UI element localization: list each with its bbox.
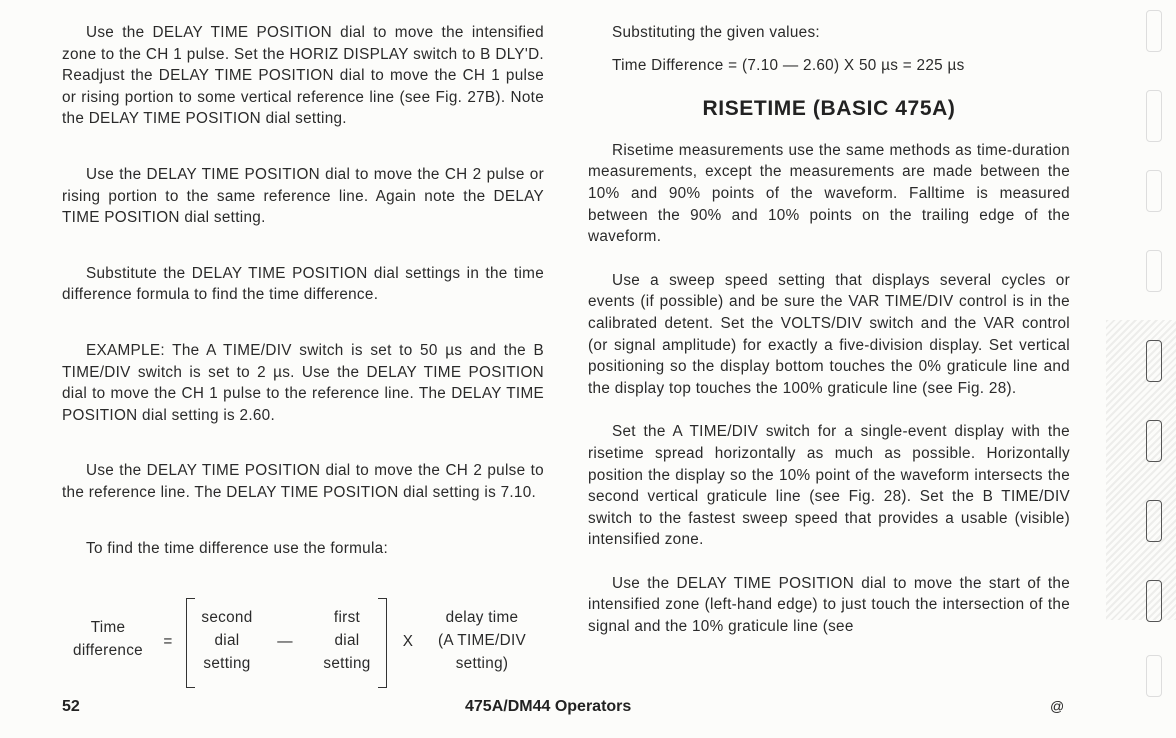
calculation: Time Difference = (7.10 — 2.60) X 50 µs = 225 µs bbox=[612, 56, 965, 74]
delay-time-term bbox=[422, 606, 542, 675]
term-line: setting bbox=[323, 655, 371, 672]
edge-tab bbox=[1146, 580, 1162, 622]
left-column bbox=[62, 22, 544, 559]
second-dial-term bbox=[192, 606, 262, 675]
paragraph: Use the DELAY TIME POSITION dial to move the CH 2 pulse to the reference line. The DELAY TIME POSITION dial setting is 7.10. bbox=[62, 462, 544, 501]
edge-shading bbox=[1106, 320, 1176, 620]
manual-title: 475A/DM44 Operators bbox=[465, 698, 632, 715]
page-edge-tabs bbox=[1096, 0, 1176, 738]
paragraph: Use the DELAY TIME POSITION dial to move the intensified zone to the CH 1 pulse. Set the HORIZ DISPLAY switch to B DLY'D. Readjust the DELAY TIME POSITION dial to move the CH 1 pulse or rising portion to some vertical reference line (see Fig. 27B). Note the DELAY TIME POSITION dial setting. bbox=[62, 24, 544, 128]
right-bracket bbox=[378, 598, 387, 688]
formula-lhs bbox=[62, 616, 154, 662]
paragraph: Use the DELAY TIME POSITION dial to move the start of the intensified zone (left-hand edge) to just touch the intersection of the signal and the 10% graticule line (see bbox=[588, 574, 1070, 636]
paragraph: Risetime measurements use the same methods as time-duration measurements, except the measurements are made between the 10% and 90% points of the waveform. Falltime is measured between the 90% and 10% points on the trailing edge of the waveform. bbox=[588, 141, 1070, 246]
paragraph: EXAMPLE: The A TIME/DIV switch is set to 50 µs and the B TIME/DIV switch is set to 2 µs. Use the DELAY TIME POSITION dial to move the CH 1 pulse to the reference line. The DELAY TIME POSITION dial setting is 2.60. bbox=[62, 341, 544, 424]
edge-tab bbox=[1146, 250, 1162, 292]
paragraph: Use the DELAY TIME POSITION dial to move the CH 2 pulse or rising portion to the same reference line. Again note the DELAY TIME POSITION dial setting. bbox=[62, 165, 544, 227]
term-line: dial bbox=[334, 632, 360, 649]
right-column bbox=[588, 22, 1070, 638]
term-line: setting) bbox=[455, 655, 509, 672]
formula-lhs-line: Time bbox=[90, 619, 126, 636]
formula-lhs-line: difference bbox=[73, 642, 143, 659]
edge-tab bbox=[1146, 90, 1162, 142]
paragraph: Substituting the given values: bbox=[612, 24, 820, 41]
page-number: 52 bbox=[62, 698, 80, 715]
term-line: second bbox=[201, 609, 253, 626]
paragraph: Substitute the DELAY TIME POSITION dial settings in the time difference formula to find the time difference. bbox=[62, 264, 544, 304]
section-heading: RISETIME (BASIC 475A) bbox=[702, 97, 956, 121]
edge-tab bbox=[1146, 655, 1162, 697]
time-difference-formula bbox=[62, 596, 544, 688]
paragraph: Set the A TIME/DIV switch for a single-event display with the risetime spread horizontally as much as possible. Horizontally position the display so the 10% point of the waveform intersects the second vertical graticule line (see Fig. 28). Set the B TIME/DIV switch to the fastest sweep speed that provides a usable (visible) intensified zone. bbox=[588, 423, 1070, 549]
term-line: dial bbox=[214, 632, 240, 649]
edge-tab bbox=[1146, 340, 1162, 382]
term-line: setting bbox=[203, 655, 251, 672]
edge-tab bbox=[1146, 500, 1162, 542]
footer-mark: @ bbox=[1050, 698, 1065, 714]
paragraph: To find the time difference use the formula: bbox=[86, 539, 389, 557]
term-line: (A TIME/DIV bbox=[437, 632, 526, 649]
edge-tab bbox=[1146, 420, 1162, 462]
term-line: first bbox=[333, 609, 361, 626]
equals-sign: = bbox=[163, 633, 173, 650]
paragraph: Use a sweep speed setting that displays several cycles or events (if possible) and be sure the VAR TIME/DIV control is in the calibrated detent. Set the VOLTS/DIV switch and the VAR control (or signal amplitude) for exactly a five-division display. Set vertical positioning so the display bottom touches the 0% graticule line and the display top touches the 100% graticule line (see Fig. 28). bbox=[588, 271, 1070, 397]
edge-tab bbox=[1146, 170, 1162, 212]
term-line: delay time bbox=[445, 609, 519, 626]
minus-sign: — bbox=[277, 633, 293, 650]
times-sign: X bbox=[402, 633, 414, 650]
edge-tab bbox=[1146, 10, 1162, 52]
first-dial-term bbox=[312, 606, 382, 675]
